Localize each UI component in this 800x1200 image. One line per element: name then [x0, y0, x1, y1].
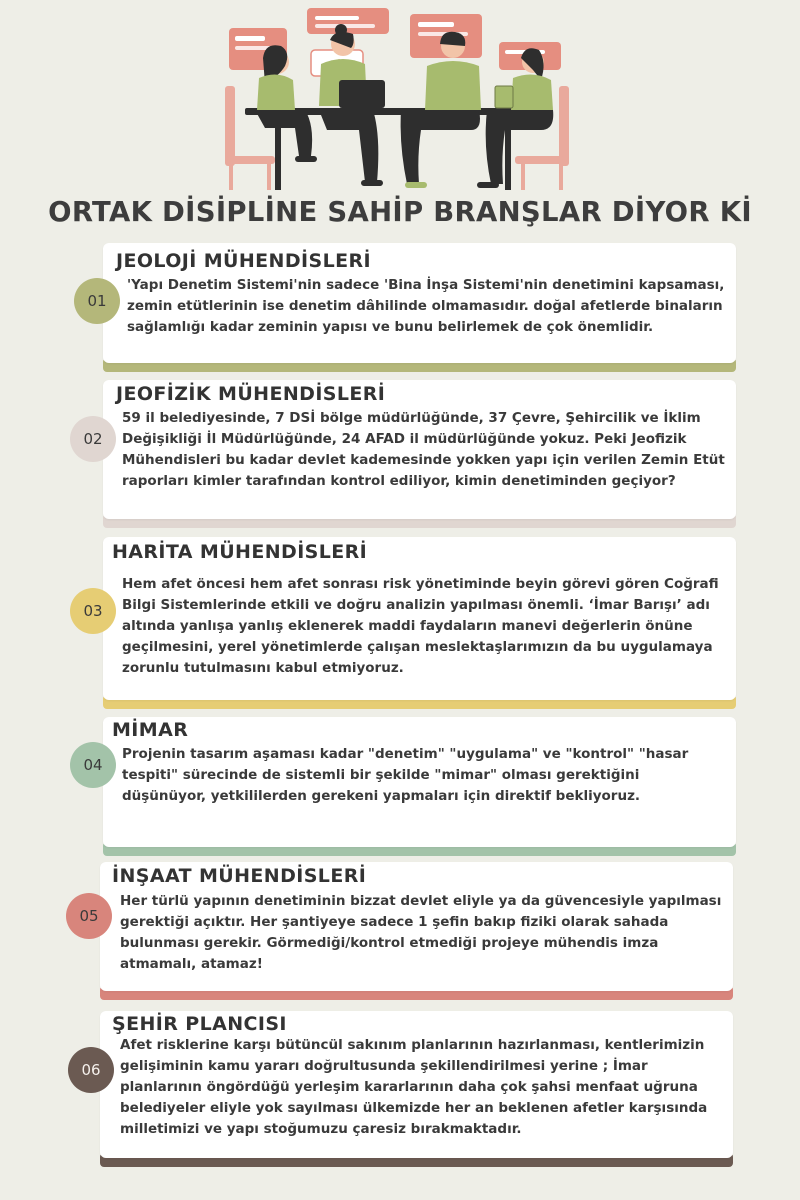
section-number-badge: 05: [66, 893, 112, 939]
section-number-badge: 04: [70, 742, 116, 788]
section-title: JEOFİZİK MÜHENDİSLERİ: [116, 383, 386, 405]
section-number-badge: 02: [70, 416, 116, 462]
section-number-badge: 03: [70, 588, 116, 634]
section-text: Afet risklerine karşı bütüncül sakınım planlarının hazırlanması, kentlerimizin gelişiminin kamu yararı doğrultusunda şekillendirilmesi yerine ; İmar planlarının öngördüğü yerleşim kararlarının daha çok şahsi menfaat uğruna belediyeler eliyle yok sayılması ülkemizde her an beklenen afetler karşısında milletimizi ve yapı stoğumuzu çaresiz bırakmaktadır.: [120, 1037, 708, 1137]
section-text: Hem afet öncesi hem afet sonrası risk yönetiminde beyin görevi gören Coğrafi Bilgi Sistemlerinde etkili ve doğru analizin yapılması önemli. ‘İmar Barışı’ adı altında yanlışa yanlış eklenerek maddi faydaların manevi değerlerin önüne geçilmesini, yerel yönetimlerde çalışan meslektaşlarımızın da bu uygulamaya zorunlu tutulmasını kabul etmiyoruz.: [122, 576, 719, 676]
section-text: 59 il belediyesinde, 7 DSİ bölge müdürlüğünde, 37 Çevre, Şehircilik ve İklim Değişikliği İl Müdürlüğünde, 24 AFAD il müdürlüğünde yokuz. Peki Jeofizik Mühendisleri bu kadar devlet kademesinde yokken yapı için verilen Zemin Etüt raporları kimler tarafından kontrol ediliyor, kimin denetiminden geçiyor?: [122, 410, 725, 489]
person-figure: [319, 24, 385, 186]
person-figure: [255, 45, 317, 162]
page-title: ORTAK DİSİPLİNE SAHİP BRANŞLAR DİYOR Kİ: [48, 196, 752, 228]
section-title: İNŞAAT MÜHENDİSLERİ: [112, 865, 367, 887]
section-title: HARİTA MÜHENDİSLERİ: [112, 541, 368, 563]
section-title: MİMAR: [112, 719, 189, 741]
section-number-badge: 01: [74, 278, 120, 324]
section-text: Projenin tasarım aşaması kadar "denetim" "uygulama" ve "kontrol" "hasar tespiti" sürecinde de sistemli bir şekilde "mimar" olması gerektiğini düşünüyor, yetkililerden gerekeni yapmaları için direktif bekliyoruz.: [122, 746, 689, 804]
section-text: Her türlü yapının denetiminin bizzat devlet eliyle ya da güvencesiyle yapılması gerektiği açıktır. Her şantiyeye sadece 1 şefin bakıp fiziki olarak sahada bulunması gerekir. Görmediği/kontrol etmediği projeye mühendis imza atmamalı, atamaz!: [120, 893, 722, 972]
section-title: ŞEHİR PLANCISI: [112, 1013, 287, 1035]
section-text: 'Yapı Denetim Sistemi'nin sadece 'Bina İnşa Sistemi'nin denetimini kapsaması, zemin etütlerinin ise denetim dâhilinde olmamasıdır. doğal afetlerde binaların sağlamlığı kadar zeminin yapısı ve bunu belirlemek de çok önemlidir.: [127, 277, 725, 335]
section-number-badge: 06: [68, 1047, 114, 1093]
section-title: JEOLOJİ MÜHENDİSLERİ: [116, 250, 371, 272]
team-meeting-illustration: [215, 6, 585, 194]
